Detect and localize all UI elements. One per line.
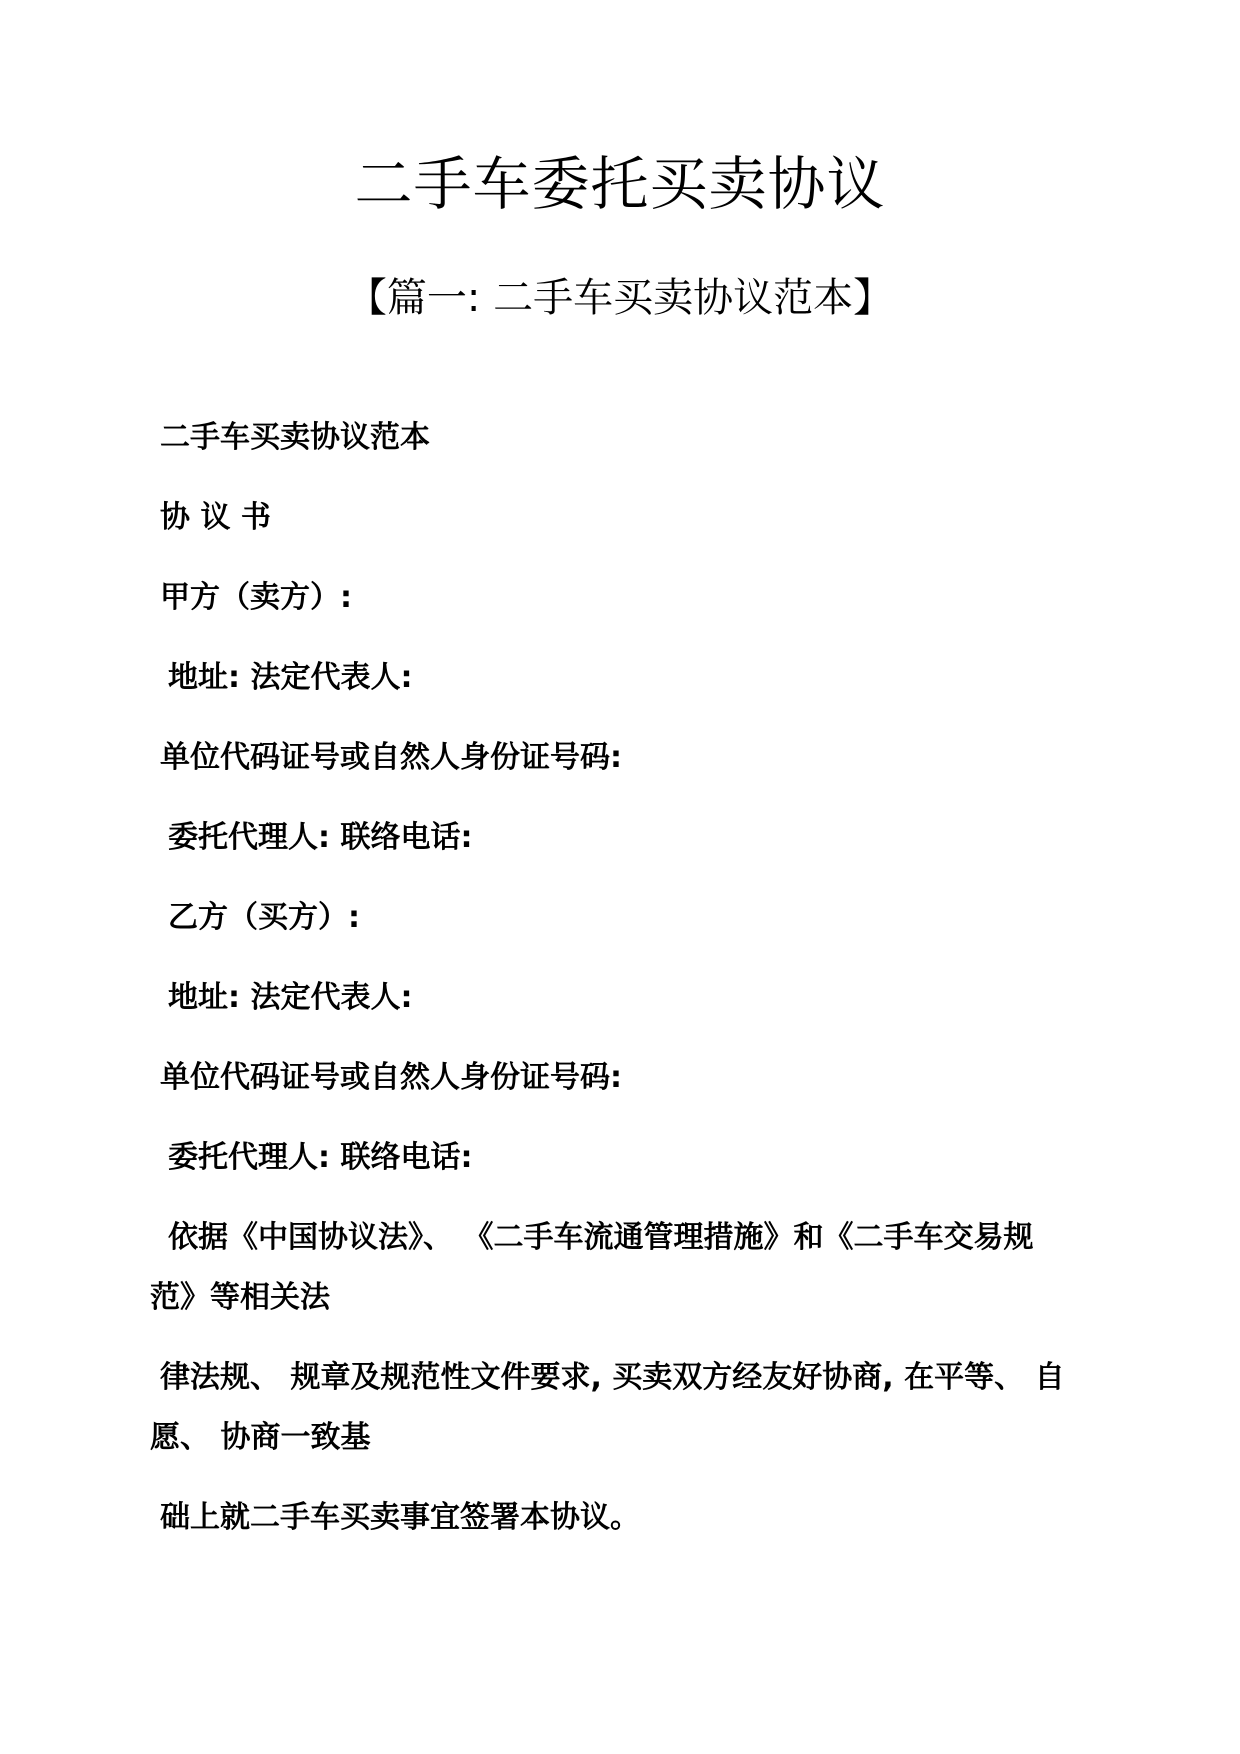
party-a-agent-line: 委托代理人: 联络电话: — [168, 820, 473, 855]
party-a-label: 甲方（卖方）: — [160, 580, 352, 615]
party-b-agent-line: 委托代理人: 联络电话: — [168, 1140, 473, 1175]
paragraph-line: 依据《中国协议法》、 《二手车流通管理措施》和《二手车交易规 — [168, 1220, 1034, 1255]
paragraph-line: 律法规、 规章及规范性文件要求, 买卖双方经友好协商, 在平等、 自 — [160, 1360, 1065, 1395]
document-title: 二手车委托买卖协议 — [354, 150, 886, 218]
party-b-address-line: 地址: 法定代表人: — [168, 980, 413, 1015]
paragraph-line: 愿、 协商一致基 — [150, 1420, 371, 1455]
agreement-heading: 协 议 书 — [160, 500, 271, 535]
party-a-id-line: 单位代码证号或自然人身份证号码: — [160, 740, 622, 775]
party-a-address-line: 地址: 法定代表人: — [168, 660, 413, 695]
party-b-id-line: 单位代码证号或自然人身份证号码: — [160, 1060, 622, 1095]
paragraph-line: 范》等相关法 — [150, 1280, 330, 1315]
document-subtitle: 【篇一: 二手车买卖协议范本】 — [346, 275, 894, 321]
section-heading: 二手车买卖协议范本 — [160, 420, 430, 455]
paragraph-line: 础上就二手车买卖事宜签署本协议。 — [160, 1500, 640, 1535]
party-b-label: 乙方（买方）: — [168, 900, 360, 935]
